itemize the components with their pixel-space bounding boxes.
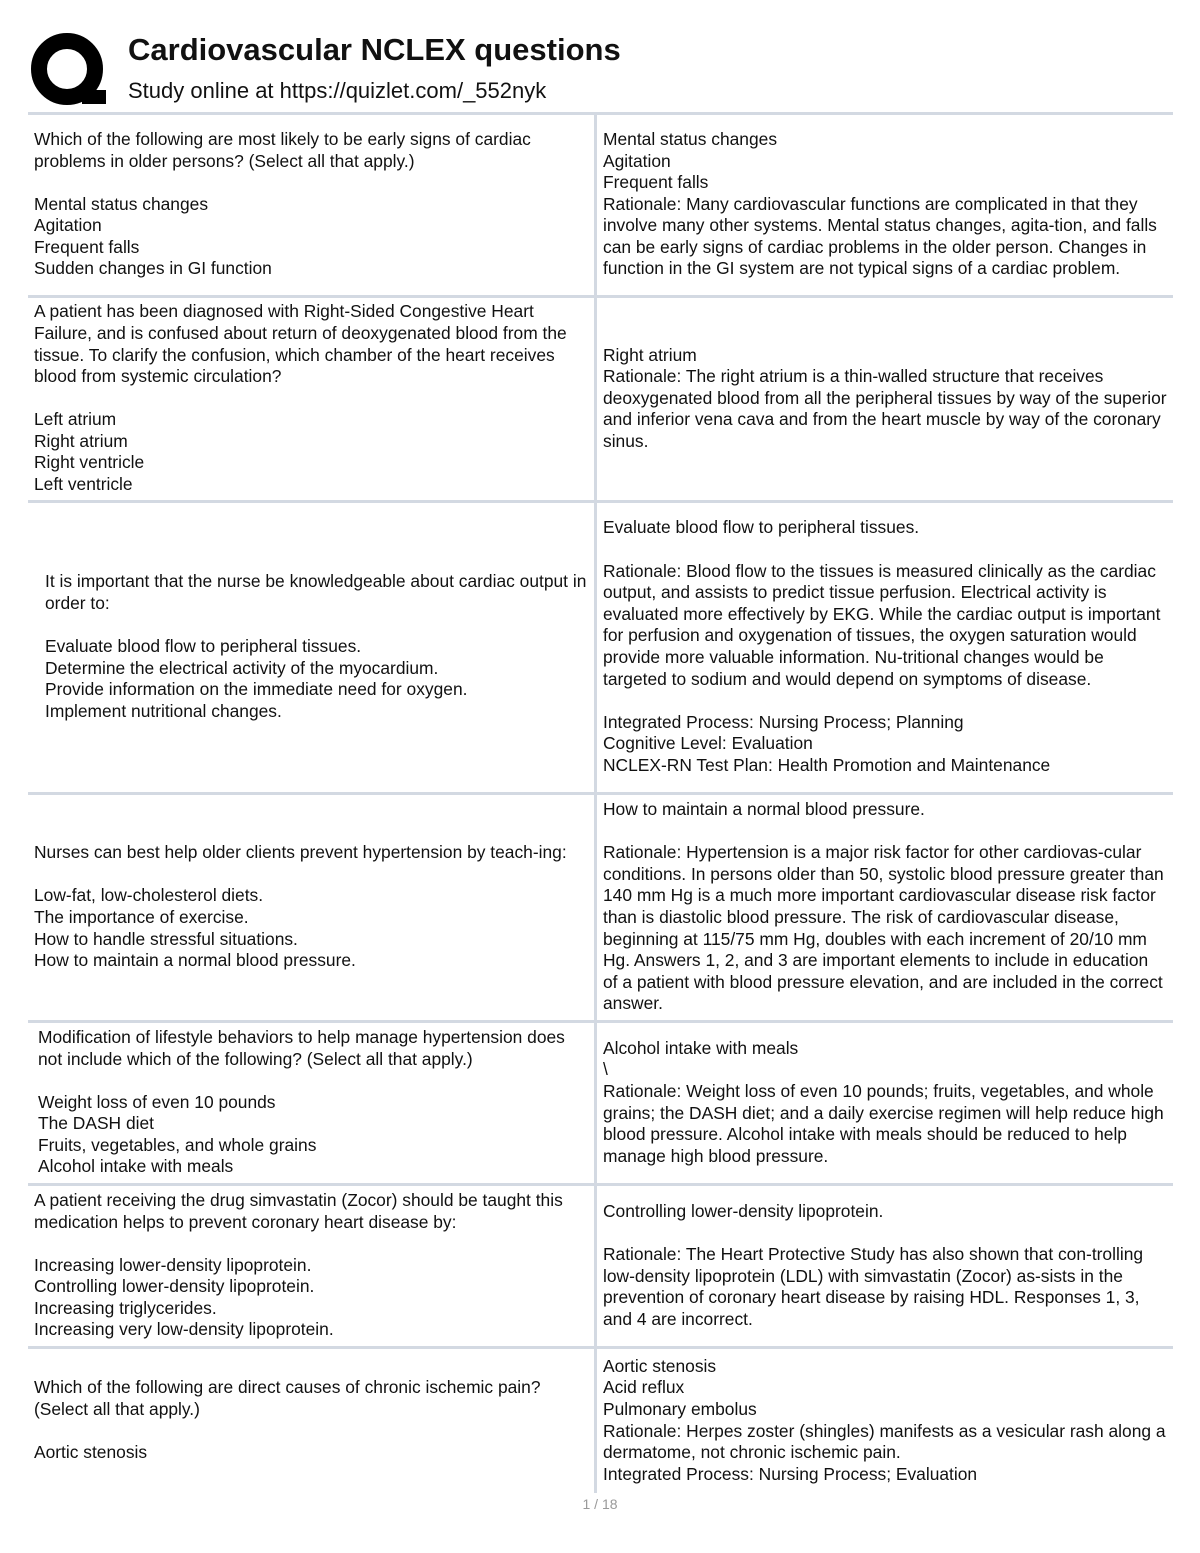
quizlet-q-logo-icon: [30, 32, 106, 108]
card-definition: Evaluate blood flow to peripheral tissues. Rationale: Blood flow to the tissues is measured clinically as the cardiac output, and assists to predict tissue perfusion. Electrical activity is evaluated more effectively by EKG. While the cardiac output is important for perfusion and oxygenation of tissues, the oxygen saturation would provide more valuable information. Nu-tritional changes would be targeted to sodium and would depend on symptoms of disease. Integrated Process: Nursing Process; Planning Cognitive Level: Evaluation NCLEX-RN Test Plan: Health Promotion and Maintenance: [603, 517, 1161, 775]
flashcard-list: [28, 112, 1173, 1493]
flashcard: [28, 500, 1173, 792]
page-title: Cardiovascular NCLEX questions: [128, 32, 621, 67]
flashcard: [28, 1346, 1173, 1493]
card-term: Nurses can best help older clients prevent hypertension by teach-ing: Low-fat, low-cholesterol diets. The importance of exercise. How to handle stressful situations. How to maintain a normal blood pressure.: [28, 795, 597, 1020]
flashcard: [28, 1020, 1173, 1183]
card-definition: Right atrium Rationale: The right atrium is a thin-walled structure that receives deoxygenated blood from all the peripheral tissues by way of the superior and inferior vena cava and from the heart muscle by way of the coronary sinus.: [603, 344, 1167, 451]
card-definition: Alcohol intake with meals \ Rationale: Weight loss of even 10 pounds; fruits, vegetables, and whole grains; the DASH diet; and a daily exercise regimen will help reduce high blood pressure. Alcohol intake with meals should be reduced to help manage high blood pressure.: [603, 1037, 1164, 1166]
card-term: A patient has been diagnosed with Right-Sided Congestive Heart Failure, and is confused about return of deoxygenated blood from the tissue. To clarify the confusion, which chamber of the heart receives blood from systemic circulation? Left atrium Right atrium Right ventricle Left ventricle: [28, 298, 597, 500]
page-number: 1 / 18: [582, 1496, 618, 1512]
card-definition: Controlling lower-density lipoprotein. Rationale: The Heart Protective Study has also shown that con-trolling low-density lipoprotein (LDL) with simvastatin (Zocor) as-sists in the prevention of coronary heart disease by raising HDL. Responses 1, 3, and 4 are incorrect.: [603, 1200, 1144, 1329]
card-definition: Aortic stenosis Acid reflux Pulmonary embolus Rationale: Herpes zoster (shingles) manifests as a vesicular rash along a dermatome, not chronic ischemic pain. Integrated Process: Nursing Process; Evaluation: [603, 1355, 1166, 1484]
card-term: It is important that the nurse be knowledgeable about cardiac output in order to: Evaluate blood flow to peripheral tissues. Determine the electrical activity of the myocardium. Provide information on the immediate need for oxygen. Implement nutritional changes.: [28, 503, 597, 792]
flashcard: [28, 1183, 1173, 1346]
page-header: [30, 28, 1175, 108]
card-definition: How to maintain a normal blood pressure. Rationale: Hypertension is a major risk factor for other cardiovas-cular conditions. In persons older than 50, systolic blood pressure greater than 140 mm Hg is a much more important cardiovascular disease risk factor than is diastolic blood pressure. The risk of cardiovascular disease, beginning at 115/75 mm Hg, doubles with each increment of 20/10 mm Hg. Answers 1, 2, and 3 are important elements to include in education of a patient with blood pressure elevation, and are included in the correct answer.: [603, 799, 1164, 1014]
card-definition: Mental status changes Agitation Frequent falls Rationale: Many cardiovascular functions are complicated in that they involve many other systems. Mental status changes, agita-tion, and falls can be early signs of cardiac problems in the older person. Changes in function in the GI system are not typical signs of a cardiac problem.: [603, 128, 1157, 279]
card-term: Which of the following are direct causes of chronic ischemic pain? (Select all that apply.) Aortic stenosis: [28, 1349, 597, 1493]
card-term: Which of the following are most likely to be early signs of cardiac problems in older persons? (Select all that apply.) Mental status changes Agitation Frequent falls Sudden changes in GI function: [28, 115, 597, 295]
study-link[interactable]: Study online at https://quizlet.com/_552nyk: [128, 78, 547, 103]
card-term: Modification of lifestyle behaviors to help manage hypertension does not include which of the following? (Select all that apply.) Weight loss of even 10 pounds The DASH diet Fruits, vegetables, and whole grains Alcohol intake with meals: [28, 1023, 597, 1183]
flashcard: [28, 295, 1173, 500]
flashcard: [28, 112, 1173, 295]
card-term: A patient receiving the drug simvastatin (Zocor) should be taught this medication helps to prevent coronary heart disease by: Increasing lower-density lipoprotein. Controlling lower-density lipoprotein. Increasing triglycerides. Increasing very low-density lipoprotein.: [28, 1186, 597, 1346]
flashcard: [28, 792, 1173, 1020]
